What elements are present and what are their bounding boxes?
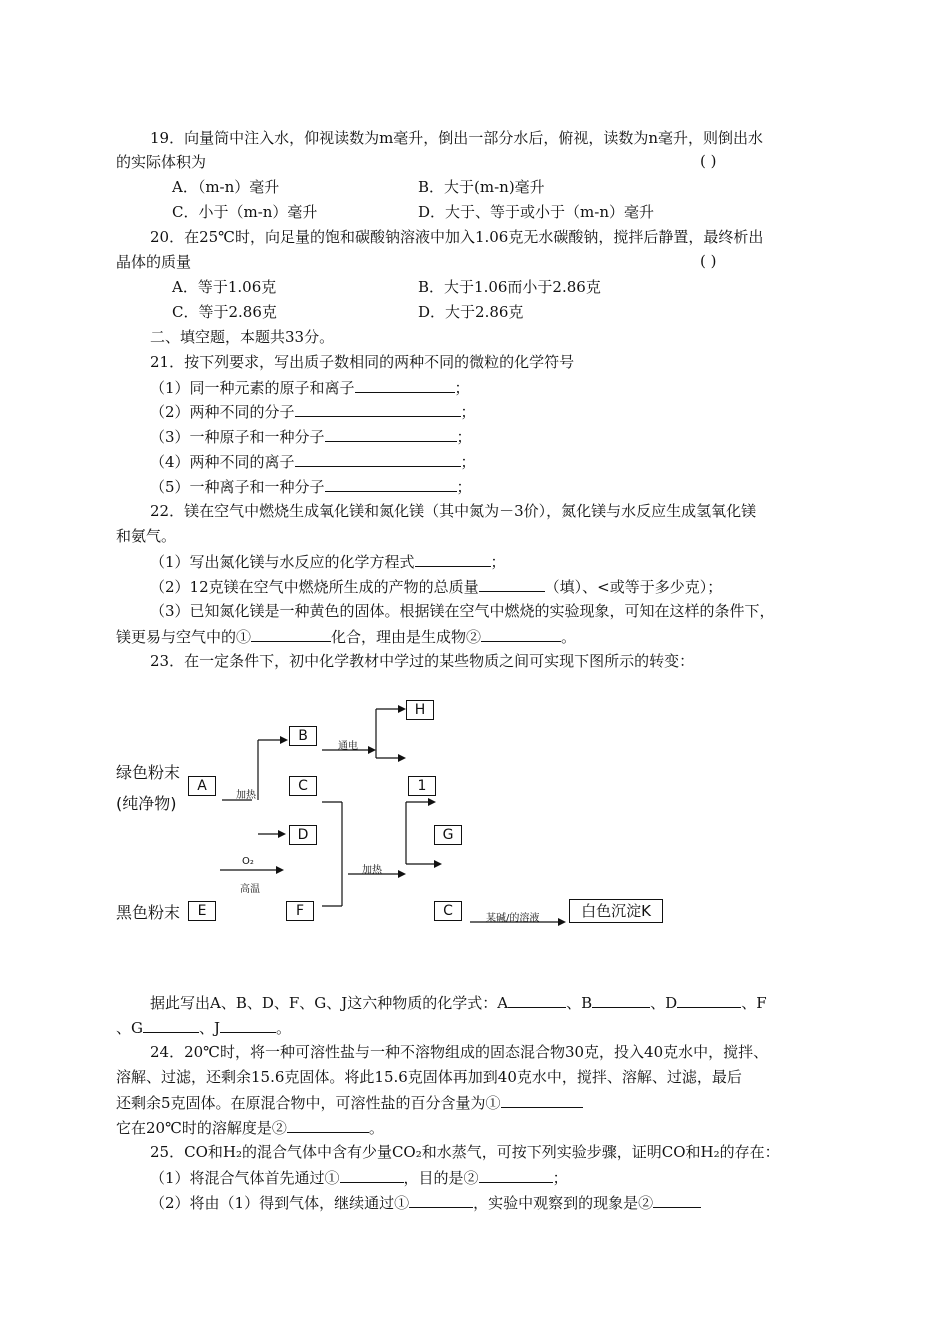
q25-item-1: （1）将混合气体首先通过① ，目的是② ； [150,1169,568,1187]
q21-item-1: （1）同一种元素的原子和离子 ； [150,379,470,397]
section-title: 二、填空题，本题共33分。 [150,328,335,346]
answer-blank[interactable] [653,1192,701,1208]
q24-line3: 还剩余5克固体。在原混合物中，可溶性盐的百分含量为① [116,1092,583,1113]
q24-line1: 24．20℃时，将一种可溶性盐与一种不溶物组成的固态混合物30克，投入40克水中，搅拌、 [150,1043,769,1061]
answer-blank[interactable] [220,1017,276,1033]
q19-answer-paren: ( ) [700,152,717,170]
high-temp-label: 高温 [240,884,260,895]
answer-blank[interactable] [340,1167,404,1183]
q21-item-4: （4）两种不同的离子 ； [150,453,476,471]
q20-option-c: C．等于2.86克 [172,303,277,321]
q24-line4: 它在20℃时的溶解度是② 。 [116,1119,384,1137]
q20-option-a: A．等于1.06克 [172,278,277,296]
box-h: H [406,700,434,720]
q22-item-3a: （3）已知氮化镁是一种黄色的固体。根据镁在空气中燃烧的实验现象，可知在这样的条件下， [150,602,775,620]
answer-blank[interactable] [409,1192,473,1208]
q20-option-d: D．大于2.86克 [418,303,524,321]
box-d: D [289,825,317,845]
q21-item-5: （5）一种离子和一种分子 ； [150,478,472,496]
answer-blank[interactable] [287,1117,369,1133]
q22-item-3b: 镁更易与空气中的① 化合，理由是生成物② 。 [116,628,577,646]
answer-blank[interactable] [677,992,741,1008]
box-f: F [286,901,314,921]
box-b: B [289,726,317,746]
box-c-lower: C [434,901,462,921]
q25-item-2: （2）将由（1）得到气体，继续通过① ，实验中观察到的现象是② [150,1192,701,1213]
q20-answer-paren: ( ) [700,252,717,270]
q20-line2: 晶体的质量 [116,253,192,271]
box-g: G [434,825,462,845]
q22-item-2: （2）12克镁在空气中燃烧所生成的产物的总质量 （填）、<或等于多少克）； [150,578,723,596]
q19-option-b: B．大于(m-n)毫升 [418,178,545,196]
o2-label: O₂ [242,856,254,867]
q23-answer-line2: 、G 、J 。 [116,1019,292,1037]
q21-item-2: （2）两种不同的分子 ； [150,403,476,421]
q23-answer-line1: 据此写出A、B、D、F、G、J这六种物质的化学式：A 、B 、D 、F [150,994,767,1012]
answer-blank[interactable] [479,1167,553,1183]
q20-option-b: B．大于1.06而小于2.86克 [418,278,601,296]
green-powder-label: 绿色粉末 [116,763,181,782]
q23-stem: 23．在一定条件下，初中化学教材中学过的某些物质之间可实现下图所示的转变： [150,652,695,670]
q20-line1: 20．在25℃时，向足量的饱和碳酸钠溶液中加入1.06克无水碳酸钠，搅拌后静置，最终析出 [150,228,764,246]
q22-item-1: （1）写出氮化镁与水反应的化学方程式 ； [150,553,506,571]
q25-stem: 25．CO和H₂的混合气体中含有少量CO₂和水蒸气，可按下列实验步骤，证明CO和H₂的存在： [150,1143,780,1161]
q19-option-a: A．（m-n）毫升 [172,178,280,196]
q19-line2: 的实际体积为 [116,153,207,171]
q24-line2: 溶解、过滤，还剩余15.6克固体。将此15.6克固体再加到40克水中，搅拌、溶解、过滤，最后 [116,1068,742,1086]
q19-option-d: D．大于、等于或小于（m-n）毫升 [418,203,654,221]
answer-blank[interactable] [143,1017,199,1033]
heat-label-2: 加热 [362,865,382,876]
q21-item-3: （3）一种原子和一种分子 ； [150,428,472,446]
heat-label-1: 加热 [236,790,256,801]
base-solution-label: 某碱/的溶液 [486,913,540,924]
answer-blank[interactable] [501,1092,583,1108]
q21-stem: 21．按下列要求，写出质子数相同的两种不同的微粒的化学符号 [150,353,575,371]
black-powder-label: 黑色粉末 [116,903,181,922]
q19-option-c: C．小于（m-n）毫升 [172,203,318,221]
q19-line1: 19．向量筒中注入水，仰视读数为m毫升，倒出一部分水后，俯视，读数为n毫升，则倒出水 [150,129,763,147]
box-c-upper: C [289,776,317,796]
q22-line1: 22．镁在空气中燃烧生成氧化镁和氮化镁（其中氮为－3价），氮化镁与水反应生成氢氧化镁 [150,502,757,520]
pure-substance-label: (纯净物) [116,794,177,813]
answer-blank[interactable] [592,992,650,1008]
answer-blank[interactable] [508,992,566,1008]
electric-label: 通电 [338,741,358,752]
box-e: E [188,901,216,921]
q22-line2: 和氨气。 [116,527,177,545]
box-1: 1 [408,776,436,796]
box-a: A [188,776,216,796]
box-k: 白色沉淀K [569,899,663,923]
